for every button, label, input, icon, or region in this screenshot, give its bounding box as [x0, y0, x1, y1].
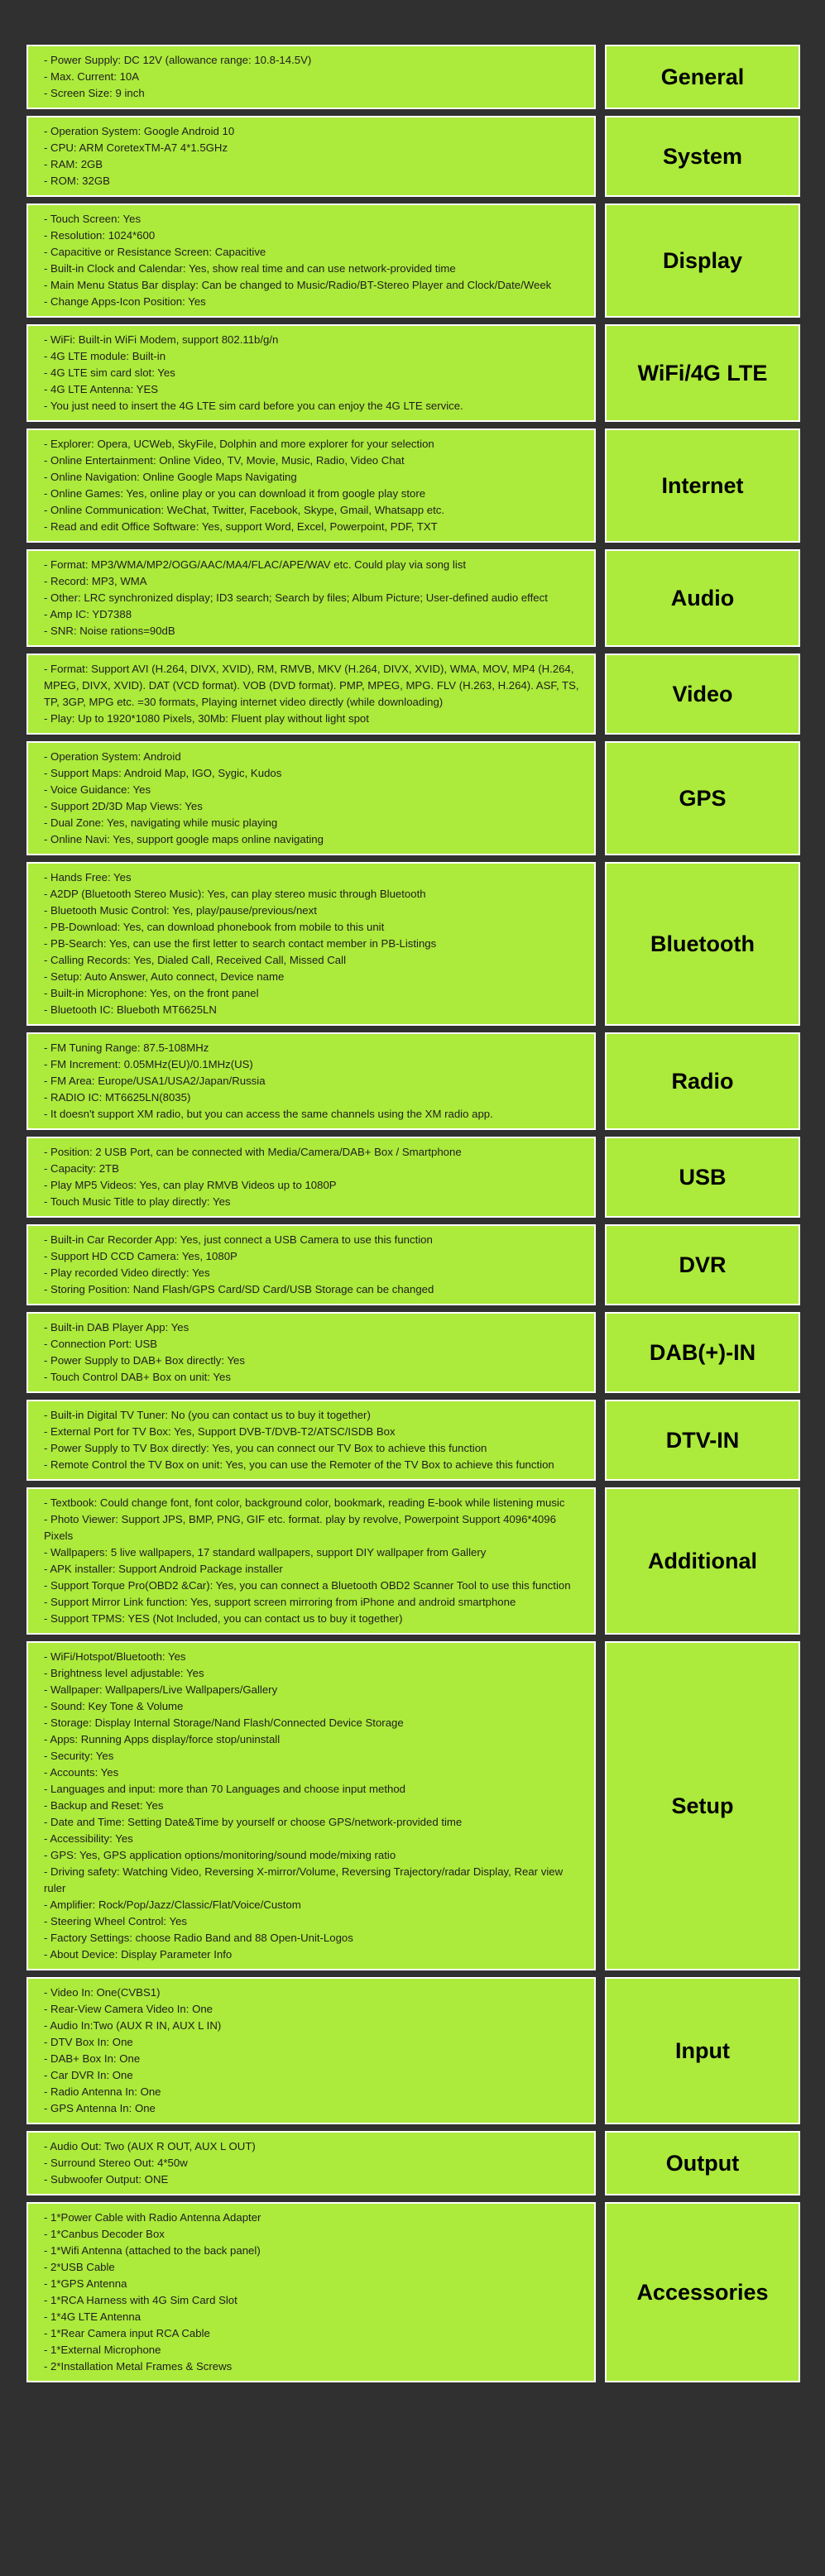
spec-line: - Brightness level adjustable: Yes: [44, 1667, 204, 1679]
spec-line: - 2*USB Cable: [44, 2261, 115, 2273]
spec-line: - Calling Records: Yes, Dialed Call, Received Call, Missed Call: [44, 954, 347, 966]
spec-line: - Bluetooth IC: Blueboth MT6625LN: [44, 1003, 217, 1016]
spec-row: [26, 2131, 800, 2195]
spec-line: - Power Supply to TV Box directly: Yes, you can connect our TV Box to achieve this function: [44, 1442, 487, 1454]
spec-line: - Position: 2 USB Port, can be connected with Media/Camera/DAB+ Box / Smartphone: [44, 1146, 462, 1158]
spec-description: [26, 2131, 596, 2195]
spec-line: - Wallpapers: 5 live wallpapers, 17 standard wallpapers, support DIY wallpaper from Gallery: [44, 1546, 487, 1559]
spec-line: - GPS: Yes, GPS application options/monitoring/sound mode/mixing ratio: [44, 1849, 396, 1861]
spec-line: - Apps: Running Apps display/force stop/uninstall: [44, 1733, 281, 1745]
spec-line: - External Port for TV Box: Yes, Support DVB-T/DVB-T2/ATSC/ISDB Box: [44, 1425, 396, 1438]
spec-row: [26, 862, 800, 1026]
spec-line: - About Device: Display Parameter Info: [44, 1948, 233, 1961]
spec-line: - Storage: Display Internal Storage/Nand Flash/Connected Device Storage: [44, 1717, 404, 1729]
spec-row: [26, 1641, 800, 1970]
spec-line: - Video In: One(CVBS1): [44, 1986, 161, 1999]
spec-line: - Voice Guidance: Yes: [44, 783, 151, 796]
spec-line: - PB-Download: Yes, can download phonebook from mobile to this unit: [44, 921, 385, 933]
spec-line: - Dual Zone: Yes, navigating while music playing: [44, 816, 278, 829]
spec-row: [26, 2202, 800, 2382]
spec-category-label: DVR: [605, 1224, 800, 1305]
spec-line: - Bluetooth Music Control: Yes, play/pause/previous/next: [44, 904, 317, 917]
spec-line: - Rear-View Camera Video In: One: [44, 2003, 213, 2015]
spec-line: - Hands Free: Yes: [44, 871, 132, 883]
spec-line: - 4G LTE sim card slot: Yes: [44, 366, 175, 379]
spec-line: - Built-in Clock and Calendar: Yes, show real time and can use network-provided time: [44, 262, 456, 275]
spec-description: [26, 116, 596, 197]
spec-line: - Other: LRC synchronized display; ID3 search; Search by files; Album Picture; User-defined audio effect: [44, 591, 548, 604]
spec-line: - Touch Music Title to play directly: Yes: [44, 1195, 231, 1208]
spec-description: [26, 324, 596, 422]
spec-category-label: System: [605, 116, 800, 197]
spec-line: - Car DVR In: One: [44, 2069, 133, 2081]
spec-line: - Support HD CCD Camera: Yes, 1080P: [44, 1250, 237, 1262]
spec-line: - Touch Screen: Yes: [44, 213, 141, 225]
spec-line: - Driving safety: Watching Video, Reversing X-mirror/Volume, Reversing Trajectory/radar Display, Rear view ruler: [44, 1865, 564, 1894]
spec-line: - 4G LTE Antenna: YES: [44, 383, 159, 395]
spec-line: - Radio Antenna In: One: [44, 2085, 161, 2098]
spec-description: [26, 1032, 596, 1130]
spec-row: [26, 324, 800, 422]
spec-row: [26, 549, 800, 647]
spec-line: - Read and edit Office Software: Yes, support Word, Excel, Powerpoint, PDF, TXT: [44, 520, 438, 533]
spec-line: - DAB+ Box In: One: [44, 2052, 141, 2065]
spec-line: - Support Mirror Link function: Yes, support screen mirroring from iPhone and android smartphone: [44, 1596, 516, 1608]
spec-description: [26, 741, 596, 855]
spec-row: [26, 1400, 800, 1481]
spec-line: - Main Menu Status Bar display: Can be changed to Music/Radio/BT-Stereo Player and Clock/Date/Week: [44, 279, 552, 291]
spec-line: - 1*Power Cable with Radio Antenna Adapter: [44, 2211, 261, 2224]
spec-line: - Online Navi: Yes, support google maps online navigating: [44, 833, 324, 845]
spec-line: - Operation System: Google Android 10: [44, 125, 235, 137]
spec-row: [26, 1312, 800, 1393]
spec-category-label: Audio: [605, 549, 800, 647]
spec-category-label: Input: [605, 1977, 800, 2124]
spec-line: - APK installer: Support Android Package installer: [44, 1563, 283, 1575]
spec-line: - Capacitive or Resistance Screen: Capacitive: [44, 246, 266, 258]
spec-category-label: Setup: [605, 1641, 800, 1970]
spec-category-label: USB: [605, 1137, 800, 1218]
spec-line: - Format: MP3/WMA/MP2/OGG/AAC/MA4/FLAC/APE/WAV etc. Could play via song list: [44, 558, 467, 571]
spec-category-label: Display: [605, 203, 800, 318]
spec-description: [26, 429, 596, 543]
spec-row: [26, 1224, 800, 1305]
spec-line: - 2*Installation Metal Frames & Screws: [44, 2360, 233, 2373]
spec-description: [26, 1400, 596, 1481]
spec-line: - Audio In:Two (AUX R IN, AUX L IN): [44, 2019, 222, 2032]
spec-row: [26, 1977, 800, 2124]
spec-line: - Date and Time: Setting Date&Time by yourself or choose GPS/network-provided time: [44, 1816, 463, 1828]
spec-description: [26, 862, 596, 1026]
spec-description: [26, 1224, 596, 1305]
spec-row: [26, 1137, 800, 1218]
spec-line: - Screen Size: 9 inch: [44, 87, 145, 99]
spec-line: - It doesn't support XM radio, but you can access the same channels using the XM radio app.: [44, 1108, 493, 1120]
spec-row: [26, 741, 800, 855]
spec-line: - WiFi/Hotspot/Bluetooth: Yes: [44, 1650, 186, 1663]
spec-line: - Built-in DAB Player App: Yes: [44, 1321, 189, 1333]
spec-category-label: DAB(+)-IN: [605, 1312, 800, 1393]
spec-line: - Play recorded Video directly: Yes: [44, 1266, 210, 1279]
spec-line: - Record: MP3, WMA: [44, 575, 147, 587]
spec-line: - Power Supply: DC 12V (allowance range: 10.8-14.5V): [44, 54, 312, 66]
spec-line: - FM Increment: 0.05MHz(EU)/0.1MHz(US): [44, 1058, 253, 1070]
spec-category-label: Accessories: [605, 2202, 800, 2382]
spec-category-label: Video: [605, 654, 800, 735]
spec-line: - Amp IC: YD7388: [44, 608, 132, 620]
spec-line: - Built-in Car Recorder App: Yes, just connect a USB Camera to use this function: [44, 1233, 433, 1246]
spec-line: - A2DP (Bluetooth Stereo Music): Yes, can play stereo music through Bluetooth: [44, 888, 426, 900]
spec-line: - Resolution: 1024*600: [44, 229, 156, 242]
spec-line: - Online Entertainment: Online Video, TV, Movie, Music, Radio, Video Chat: [44, 454, 405, 467]
spec-line: - 1*External Microphone: [44, 2344, 161, 2356]
spec-line: - Surround Stereo Out: 4*50w: [44, 2157, 188, 2169]
spec-line: - Online Communication: WeChat, Twitter, Facebook, Skype, Gmail, Whatsapp etc.: [44, 504, 444, 516]
spec-category-label: Output: [605, 2131, 800, 2195]
spec-line: - You just need to insert the 4G LTE sim card before you can enjoy the 4G LTE service.: [44, 400, 463, 412]
spec-line: - 4G LTE module: Built-in: [44, 350, 166, 362]
spec-line: - PB-Search: Yes, can use the first letter to search contact member in PB-Listings: [44, 937, 437, 950]
spec-line: - Touch Control DAB+ Box on unit: Yes: [44, 1371, 231, 1383]
spec-line: - Online Games: Yes, online play or you can download it from google play store: [44, 487, 426, 500]
spec-line: - Steering Wheel Control: Yes: [44, 1915, 187, 1927]
spec-row: [26, 654, 800, 735]
spec-line: - Audio Out: Two (AUX R OUT, AUX L OUT): [44, 2140, 256, 2152]
spec-line: - Play MP5 Videos: Yes, can play RMVB Videos up to 1080P: [44, 1179, 337, 1191]
spec-category-label: Additional: [605, 1487, 800, 1635]
spec-line: - Play: Up to 1920*1080 Pixels, 30Mb: Fluent play without light spot: [44, 712, 369, 725]
spec-line: - RAM: 2GB: [44, 158, 103, 170]
spec-line: - ROM: 32GB: [44, 175, 110, 187]
spec-line: - Photo Viewer: Support JPS, BMP, PNG, GIF etc. format. play by revolve, Powerpoint Support 4096*4096 Pixels: [44, 1513, 556, 1542]
spec-line: - Remote Control the TV Box on unit: Yes, you can use the Remoter of the TV Box to achieve this function: [44, 1458, 554, 1471]
spec-line: - Support TPMS: YES (Not Included, you can contact us to buy it together): [44, 1612, 403, 1625]
spec-line: - RADIO IC: MT6625LN(8035): [44, 1091, 191, 1104]
spec-line: - WiFi: Built-in WiFi Modem, support 802.11b/g/n: [44, 333, 279, 346]
spec-line: - Accounts: Yes: [44, 1766, 119, 1779]
spec-line: - Wallpaper: Wallpapers/Live Wallpapers/Gallery: [44, 1683, 278, 1696]
spec-line: - Connection Port: USB: [44, 1338, 158, 1350]
spec-line: - Format: Support AVI (H.264, DIVX, XVID), RM, RMVB, MKV (H.264, DIVX, XVID), WMA, MOV, MP4 (H.264, MPEG, DIVX, XVID). DAT (VCD format). VOB (DVD format). PMP, MPEG, MPG. FLV (H.263, H.264). ASF, TS, TP, 3GP, MPG etc. =30 formats, Playing internet video directly (while downloading): [44, 663, 579, 708]
spec-line: - Factory Settings: choose Radio Band and 88 Open-Unit-Logos: [44, 1932, 353, 1944]
spec-line: - 1*4G LTE Antenna: [44, 2310, 141, 2323]
spec-line: - 1*RCA Harness with 4G Sim Card Slot: [44, 2294, 237, 2306]
spec-row: [26, 1487, 800, 1635]
spec-line: - Change Apps-Icon Position: Yes: [44, 295, 206, 308]
spec-line: - Backup and Reset: Yes: [44, 1799, 164, 1812]
spec-line: - FM Tuning Range: 87.5-108MHz: [44, 1041, 209, 1054]
spec-line: - Power Supply to DAB+ Box directly: Yes: [44, 1354, 245, 1367]
spec-line: - Explorer: Opera, UCWeb, SkyFile, Dolphin and more explorer for your selection: [44, 438, 434, 450]
spec-description: [26, 1137, 596, 1218]
spec-description: [26, 203, 596, 318]
spec-line: - Support 2D/3D Map Views: Yes: [44, 800, 203, 812]
spec-description: [26, 1312, 596, 1393]
spec-line: - Languages and input: more than 70 Languages and choose input method: [44, 1783, 405, 1795]
spec-category-label: Bluetooth: [605, 862, 800, 1026]
spec-line: - Max. Current: 10A: [44, 70, 140, 83]
spec-line: - Textbook: Could change font, font color, background color, bookmark, reading E-book while listening music: [44, 1496, 565, 1509]
spec-row: [26, 116, 800, 197]
spec-line: - Capacity: 2TB: [44, 1162, 119, 1175]
spec-row: [26, 1032, 800, 1130]
spec-line: - Built-in Microphone: Yes, on the front panel: [44, 987, 259, 999]
spec-line: - CPU: ARM CoretexTM-A7 4*1.5GHz: [44, 141, 228, 154]
spec-line: - Security: Yes: [44, 1750, 114, 1762]
spec-line: - Setup: Auto Answer, Auto connect, Device name: [44, 970, 285, 983]
spec-description: [26, 1641, 596, 1970]
spec-category-label: General: [605, 45, 800, 109]
spec-category-label: WiFi/4G LTE: [605, 324, 800, 422]
spec-category-label: Radio: [605, 1032, 800, 1130]
spec-line: - GPS Antenna In: One: [44, 2102, 156, 2114]
spec-line: - SNR: Noise rations=90dB: [44, 625, 175, 637]
spec-category-label: DTV-IN: [605, 1400, 800, 1481]
spec-row: [26, 429, 800, 543]
spec-line: - 1*Wifi Antenna (attached to the back panel): [44, 2244, 261, 2257]
spec-line: - Support Torque Pro(OBD2 &Car): Yes, you can connect a Bluetooth OBD2 Scanner Tool to use this function: [44, 1579, 571, 1592]
spec-line: - 1*Rear Camera input RCA Cable: [44, 2327, 210, 2339]
spec-line: - Subwoofer Output: ONE: [44, 2173, 169, 2186]
spec-description: [26, 45, 596, 109]
spec-line: - 1*Canbus Decoder Box: [44, 2228, 165, 2240]
spec-line: - Storing Position: Nand Flash/GPS Card/SD Card/USB Storage can be changed: [44, 1283, 434, 1295]
spec-line: - FM Area: Europe/USA1/USA2/Japan/Russia: [44, 1075, 266, 1087]
spec-line: - Amplifier: Rock/Pop/Jazz/Classic/Flat/Voice/Custom: [44, 1898, 301, 1911]
spec-line: - Sound: Key Tone & Volume: [44, 1700, 184, 1712]
spec-description: [26, 1977, 596, 2124]
spec-description: [26, 2202, 596, 2382]
spec-line: - Accessibility: Yes: [44, 1832, 133, 1845]
spec-row: [26, 203, 800, 318]
spec-row: [26, 45, 800, 109]
spec-line: - Built-in Digital TV Tuner: No (you can contact us to buy it together): [44, 1409, 371, 1421]
spec-category-label: GPS: [605, 741, 800, 855]
spec-description: [26, 549, 596, 647]
spec-line: - DTV Box In: One: [44, 2036, 133, 2048]
spec-line: - 1*GPS Antenna: [44, 2277, 127, 2290]
spec-category-label: Internet: [605, 429, 800, 543]
spec-line: - Operation System: Android: [44, 750, 181, 763]
spec-description: [26, 1487, 596, 1635]
spec-line: - Online Navigation: Online Google Maps Navigating: [44, 471, 297, 483]
spec-description: [26, 654, 596, 735]
spec-line: - Support Maps: Android Map, IGO, Sygic, Kudos: [44, 767, 282, 779]
spec-table: [26, 45, 800, 2389]
